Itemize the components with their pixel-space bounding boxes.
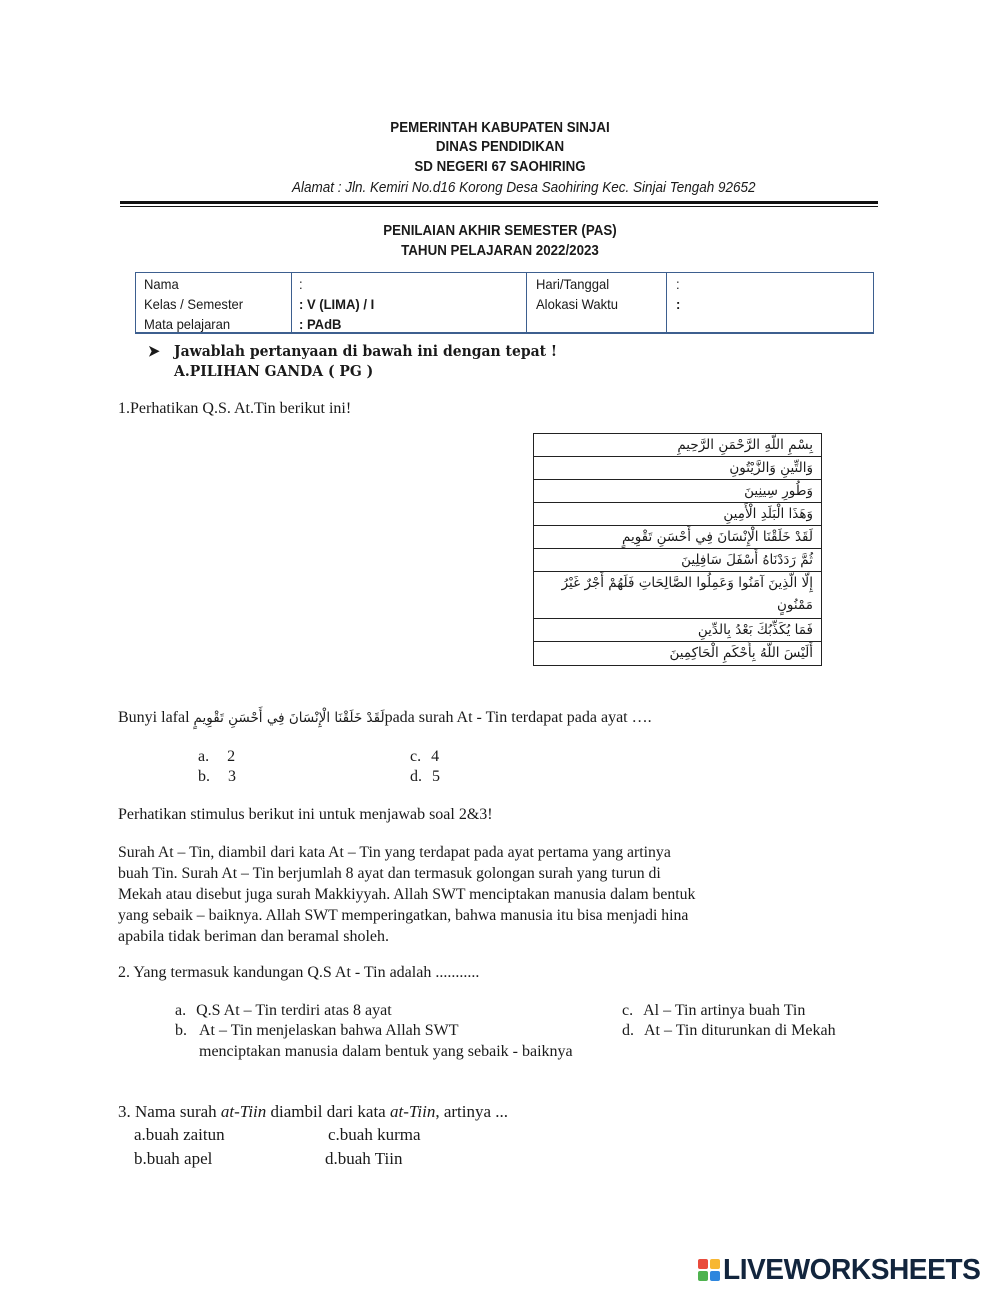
option-text: 2: [227, 748, 236, 765]
kelas-value: : V (LIMA) / I: [299, 296, 375, 312]
q1-intro: 1.Perhatikan Q.S. At.Tin berikut ini!: [118, 400, 352, 417]
q1-stem-after: pada surah At - Tin terdapat pada ayat ….: [384, 709, 652, 726]
exam-title: PENILAIAN AKHIR SEMESTER (PAS): [383, 223, 617, 239]
alokasi-label: Alokasi Waktu: [536, 296, 619, 312]
verse-row: لَقَدْ خَلَقْنَا الْإِنْسَانَ فِي أَحْسَنِ تَقْوِيمٍ: [534, 526, 821, 549]
quran-verses-table: [533, 433, 822, 666]
logo-block: [698, 1259, 708, 1269]
option-text: Q.S At – Tin terdiri atas 8 ayat: [196, 1002, 392, 1019]
stimulus-line: Surah At – Tin, diambil dari kata At – Tin yang terdapat pada ayat pertama yang artinya: [118, 844, 671, 861]
q3-stem-italic: at-Tiin: [220, 1102, 267, 1121]
mapel-label: Mata pelajaran: [144, 316, 231, 332]
option-label: d.: [622, 1022, 634, 1039]
q1-option-d[interactable]: [410, 766, 440, 787]
stimulus-intro: Perhatikan stimulus berikut ini untuk menjawab soal 2&3!: [118, 806, 493, 823]
hari-label: Hari/Tanggal: [536, 276, 610, 292]
stimulus-line: yang sebaik – baiknya. Allah SWT memperingatkan, bahwa manusia itu bisa menjadi hina: [118, 907, 689, 924]
stimulus-line: Mekah atau disebut juga surah Makkiyyah. Allah SWT menciptakan manusia dalam bentuk: [118, 886, 696, 903]
q3-stem-part: diambil dari kata: [270, 1102, 386, 1121]
logo-block: [710, 1271, 720, 1281]
q3-stem-part: Nama surah: [135, 1102, 217, 1121]
option-text: At – Tin menjelaskan bahwa Allah SWT: [199, 1022, 459, 1039]
school-address: Alamat : Jln. Kemiri No.d16 Korong Desa Saohiring Kec. Sinjai Tengah 92652: [292, 180, 756, 196]
nama-value[interactable]: :: [299, 276, 303, 292]
stimulus-line: buah Tin. Surah At – Tin berjumlah 8 ayat dan termasuk golongan surah yang turun di: [118, 865, 661, 882]
verse-row: وَطُورِ سِينِينَ: [534, 480, 821, 503]
q2-option-d[interactable]: [622, 1020, 836, 1041]
logo-block: [698, 1271, 708, 1281]
verse-row: وَهَذَا الْبَلَدِ الْأَمِينِ: [534, 503, 821, 526]
q2-option-a[interactable]: [175, 1000, 392, 1021]
kelas-label: Kelas / Semester: [144, 296, 244, 312]
option-label: a.: [198, 748, 210, 765]
option-text: 5: [432, 768, 440, 785]
option-text: 3: [228, 768, 236, 785]
q1-option-b[interactable]: [198, 766, 236, 787]
arrow-bullet-icon: ➤: [148, 342, 160, 360]
hari-value[interactable]: :: [676, 276, 680, 292]
verse-row: إِلَّا الَّذِينَ آمَنُوا وَعَمِلُوا الصَّالِحَاتِ فَلَهُمْ أَجْرٌ غَيْرُ مَمْنُونٍ: [534, 572, 821, 619]
q3-option-a[interactable]: a.buah zaitun: [134, 1125, 225, 1144]
q3-stem-italic: at-Tiin: [389, 1102, 436, 1121]
q1-option-a[interactable]: [198, 746, 235, 767]
mapel-value: : PAdB: [299, 316, 342, 332]
q1-stem: [118, 707, 652, 729]
section-title: A.PILIHAN GANDA ( PG ): [174, 362, 374, 380]
logo-blocks-icon: [698, 1259, 720, 1281]
department-name: DINAS PENDIDIKAN: [435, 139, 565, 155]
option-label: c.: [622, 1002, 634, 1019]
option-text: Al – Tin artinya buah Tin: [643, 1002, 806, 1019]
verse-row: فَمَا يُكَذِّبُكَ بَعْدُ بِالدِّينِ: [534, 619, 821, 642]
option-label: d.: [410, 768, 422, 785]
q3-option-d[interactable]: d.buah Tiin: [325, 1149, 403, 1168]
option-label: b.: [175, 1022, 187, 1039]
instruction-line: Jawablah pertanyaan di bawah ini dengan tepat !: [174, 342, 558, 360]
exam-year: TAHUN PELAJARAN 2022/2023: [401, 243, 599, 259]
option-label: a.: [175, 1002, 187, 1019]
instructions: [148, 341, 557, 381]
q3-number: 3.: [118, 1102, 131, 1121]
verse-row: بِسْمِ اللَّهِ الرَّحْمَنِ الرَّحِيمِ: [534, 434, 821, 457]
logo-text: LIVEWORKSHEETS: [723, 1253, 981, 1286]
q3-stem: [118, 1101, 508, 1122]
agency-name: PEMERINTAH KABUPATEN SINJAI: [390, 120, 610, 136]
option-text: At – Tin diturunkan di Mekah: [644, 1022, 836, 1039]
verse-row: ثُمَّ رَدَدْنَاهُ أَسْفَلَ سَافِلِينَ: [534, 549, 821, 572]
option-label: c.: [410, 748, 422, 765]
nama-label: Nama: [144, 276, 179, 292]
school-name: SD NEGERI 67 SAOHIRING: [414, 159, 586, 175]
stimulus-line: apabila tidak beriman dan beramal sholeh.: [118, 928, 390, 945]
q3-option-c[interactable]: c.buah kurma: [328, 1125, 421, 1144]
alokasi-value[interactable]: :: [676, 296, 681, 312]
verse-row: أَلَيْسَ اللَّهُ بِأَحْكَمِ الْحَاكِمِينَ: [669, 645, 813, 661]
q3-option-b[interactable]: b.buah apel: [134, 1149, 213, 1168]
liveworksheets-logo: [698, 1253, 988, 1287]
q2-stem: 2. Yang termasuk kandungan Q.S At - Tin adalah ...........: [118, 964, 480, 981]
q2-option-b-cont: menciptakan manusia dalam bentuk yang sebaik - baiknya: [199, 1043, 573, 1060]
q1-stem-before: Bunyi lafal: [118, 709, 190, 726]
q2-option-b[interactable]: [175, 1020, 459, 1041]
q1-stem-arabic: لَقَدْ خَلَقْنَا الْإِنْسَانَ فِي أَحْسَنِ تَقْوِيمٍ: [193, 710, 385, 726]
q2-option-c[interactable]: [622, 1000, 805, 1021]
letterhead-divider: [120, 201, 878, 204]
logo-block: [710, 1259, 720, 1269]
verse-row: وَالتِّينِ وَالزَّيْتُونِ: [534, 457, 821, 480]
option-text: 4: [431, 748, 440, 765]
letterhead-divider-thin: [120, 206, 878, 207]
q3-stem-part: , artinya ...: [435, 1102, 509, 1121]
q1-option-c[interactable]: [410, 746, 439, 767]
identity-table: [135, 272, 874, 334]
option-label: b.: [198, 768, 210, 785]
